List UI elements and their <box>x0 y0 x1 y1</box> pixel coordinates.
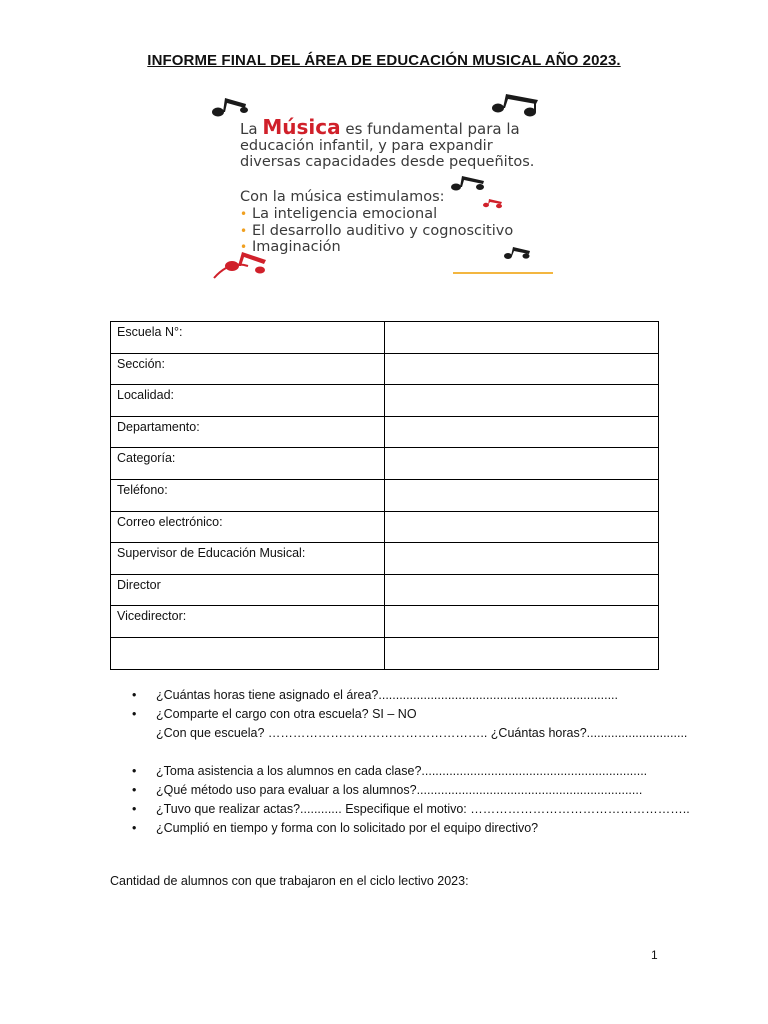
field-value-cell[interactable] <box>385 385 659 417</box>
question-followup <box>132 724 688 746</box>
question-text: ¿Tuvo que realizar actas?............ Especifique el motivo: …………………………………………….. <box>156 802 690 816</box>
field-label: Departamento: <box>111 416 385 448</box>
field-value-cell[interactable] <box>385 606 659 638</box>
field-value-cell[interactable] <box>385 511 659 543</box>
field-value-cell[interactable] <box>385 479 659 511</box>
banner-bullet: • <box>240 224 248 238</box>
banner-item: Imaginación <box>252 239 341 255</box>
table-row <box>111 606 659 638</box>
field-label: Categoría: <box>111 448 385 480</box>
table-row <box>111 574 659 606</box>
bullet-icon: • <box>132 707 137 721</box>
table-row <box>111 543 659 575</box>
table-row <box>111 322 659 354</box>
bullet-icon: • <box>132 688 137 702</box>
field-label: Vicedirector: <box>111 606 385 638</box>
field-label: Sección: <box>111 353 385 385</box>
table-row <box>111 385 659 417</box>
banner-line2: educación infantil, y para expandir <box>240 138 493 154</box>
question-text: ¿Qué método uso para evaluar a los alumnos?................................................................. <box>156 783 643 797</box>
music-note-icon <box>212 98 248 117</box>
table-row <box>111 637 659 669</box>
field-label <box>111 637 385 669</box>
field-value-cell[interactable] <box>385 448 659 480</box>
svg-text:La Música es fundamental para <box>240 115 520 139</box>
document-title: INFORME FINAL DEL ÁREA DE EDUCACIÓN MUSICAL AÑO 2023. <box>147 52 621 69</box>
school-info-table <box>110 321 659 670</box>
music-note-icon <box>492 94 538 117</box>
music-banner-image <box>210 90 560 280</box>
question-item <box>132 762 672 781</box>
page-number: 1 <box>651 948 658 962</box>
banner-line1-pre: La <box>240 120 263 138</box>
banner-item: La inteligencia emocional <box>252 206 438 222</box>
field-value-cell[interactable] <box>385 353 659 385</box>
field-value-cell[interactable] <box>385 637 659 669</box>
music-note-icon <box>214 252 266 278</box>
questions-list <box>132 686 690 838</box>
bullet-icon: • <box>132 821 137 835</box>
field-value-cell[interactable] <box>385 543 659 575</box>
field-label: Supervisor de Educación Musical: <box>111 543 385 575</box>
question-text: ¿Cuántas horas tiene asignado el área?..................................................................... <box>156 688 618 702</box>
question-item <box>132 705 672 724</box>
table-row <box>111 479 659 511</box>
table-row <box>111 448 659 480</box>
table-row <box>111 353 659 385</box>
field-value-cell[interactable] <box>385 416 659 448</box>
field-value-cell[interactable] <box>385 322 659 354</box>
field-label: Escuela N°: <box>111 322 385 354</box>
question-text: ¿Toma asistencia a los alumnos en cada clase?................................................................. <box>156 764 648 778</box>
banner-bullet: • <box>240 207 248 221</box>
question-item <box>132 800 690 819</box>
bullet-icon: • <box>132 802 137 816</box>
table-row <box>111 511 659 543</box>
students-count-label: Cantidad de alumnos con que trabajaron en el ciclo lectivo 2023: <box>110 874 469 888</box>
table-row <box>111 416 659 448</box>
question-item <box>132 686 672 705</box>
banner-bullet: • <box>240 240 248 254</box>
field-label: Localidad: <box>111 385 385 417</box>
question-item <box>132 819 672 838</box>
field-label: Director <box>111 574 385 606</box>
banner-line3: diversas capacidades desde pequeñitos. <box>240 154 535 170</box>
banner-item: El desarrollo auditivo y cognoscitivo <box>252 223 514 239</box>
bullet-icon: • <box>132 764 137 778</box>
question-text: ¿Cumplió en tiempo y forma con lo solicitado por el equipo directivo? <box>156 821 539 835</box>
music-note-icon <box>483 199 502 208</box>
banner-line1-post: es fundamental para la <box>340 120 520 138</box>
bullet-icon: • <box>132 783 137 797</box>
banner-line4: Con la música estimulamos: <box>240 189 445 205</box>
question-text: ¿Comparte el cargo con otra escuela? SI – NO <box>156 707 417 721</box>
music-note-icon <box>504 247 530 259</box>
field-label: Correo electrónico: <box>111 511 385 543</box>
question-item <box>132 781 672 800</box>
field-label: Teléfono: <box>111 479 385 511</box>
question-text: ¿Con que escuela? …………………………………………….. ¿Cuántas horas?............................. <box>156 726 688 740</box>
banner-underline <box>453 272 553 274</box>
music-note-icon <box>451 176 484 191</box>
field-value-cell[interactable] <box>385 574 659 606</box>
banner-highlight-word: Música <box>262 115 341 139</box>
